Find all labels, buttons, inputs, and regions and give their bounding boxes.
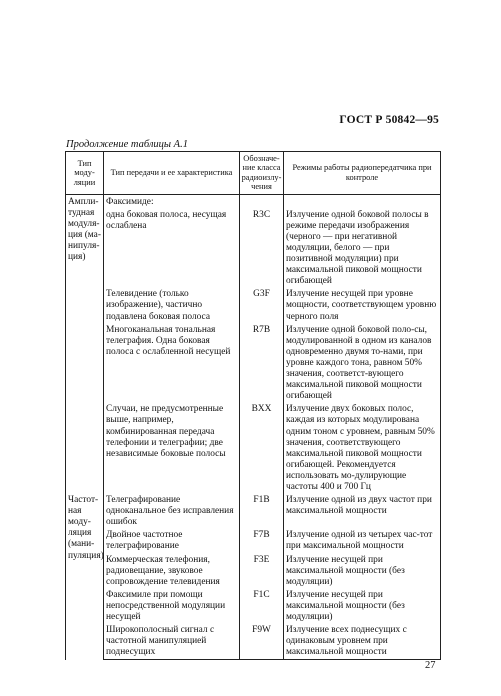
table-header-row	[66, 152, 441, 195]
class-cell: G3F	[240, 288, 284, 323]
transmission-cell: Коммерческая телефония, радиовещание, звуковое сопровождение телевидения	[104, 554, 240, 589]
table-row	[66, 194, 441, 209]
transmission-cell: Факсимиде:	[104, 194, 240, 209]
transmission-cell: Телеграфирование одноканальное без исправления ошибок	[104, 494, 240, 529]
modulation-cell: Ампли-тудная модуля-ция (ма-нипуля-ция)	[66, 194, 104, 494]
table-row	[66, 403, 441, 494]
transmission-cell: одна боковая полоса, несущая ослаблена	[104, 209, 240, 289]
mode-cell: Излучение несущей при максимальной мощности (без модуляции)	[284, 589, 441, 624]
table-row	[66, 589, 441, 624]
mode-cell: Излучение одной боковой полосы в режиме передачи изображения (черного — при негативной модуляции, белого — при позитивной модуляции) при максимальной пиковой мощности огибающей	[284, 209, 441, 289]
col-header-class: Обозначе-ние класса радиоизлу-чения	[240, 152, 284, 195]
transmission-cell: Телевидение (только изображение), частично подавлена боковая полоса	[104, 288, 240, 323]
class-cell: R7B	[240, 324, 284, 404]
col-header-transmission: Тип передачи и ее характеристика	[104, 152, 240, 195]
emission-class-table	[65, 151, 441, 660]
class-cell: BXX	[240, 403, 284, 494]
col-header-modulation: Тип моду-ляции	[66, 152, 104, 195]
class-cell: R3C	[240, 209, 284, 289]
table-row	[66, 288, 441, 323]
mode-cell: Излучение одной из двух частот при максимальной мощности	[284, 494, 441, 529]
class-cell: F1B	[240, 494, 284, 529]
mode-cell: Излучение одной боковой поло-сы, модулированной в одном из каналов одновременно двумя то-нами, при уровне каждого тона, равном 50% значения, соответст-вующего максимальной пиковой мощности огибающей	[284, 324, 441, 404]
transmission-cell: Факсимиле при помощи непосредственной модуляции несущей	[104, 589, 240, 624]
table-row	[66, 209, 441, 289]
mode-cell: Излучение всех поднесущих с одинаковым уровнем при максимальной мощности	[284, 624, 441, 660]
page-number: 27	[425, 660, 436, 671]
class-cell: F7B	[240, 529, 284, 553]
class-cell: F9W	[240, 624, 284, 660]
col-header-mode: Режимы работы радиопередатчика при контроле	[284, 152, 441, 195]
modulation-cell: Частот-ная моду-ляция (мани-пуляция)	[66, 494, 104, 660]
mode-cell: Излучение несущей при максимальной мощности (без модуляции)	[284, 554, 441, 589]
doc-number: ГОСТ Р 50842—95	[339, 114, 439, 126]
table-row	[66, 494, 441, 529]
table-row	[66, 554, 441, 589]
class-cell: F3E	[240, 554, 284, 589]
transmission-cell: Двойное частотное телеграфирование	[104, 529, 240, 553]
table-row	[66, 624, 441, 660]
transmission-cell: Многоканальная тональная телеграфия. Одна боковая полоса с ослабленной несущей	[104, 324, 240, 404]
class-cell: F1C	[240, 589, 284, 624]
mode-cell: Излучение двух боковых полос, каждая из которых модулирована одним тоном с уровнем, равным 50% значения, соответствующего максимальной пиковой мощности огибающей. Рекомендуется использовать мо-дулирующие частоты 400 и 700 Гц	[284, 403, 441, 494]
mode-cell	[284, 194, 441, 209]
transmission-cell: Широкополосный сигнал с частотной манипуляцией поднесущих	[104, 624, 240, 660]
mode-cell: Излучение одной из четырех час-тот при максимальной мощности	[284, 529, 441, 553]
class-cell	[240, 194, 284, 209]
mode-cell: Излучение несущей при уровне мощности, соответствующем уровню черного поля	[284, 288, 441, 323]
table-row	[66, 529, 441, 553]
transmission-cell: Случаи, не предусмотренные выше, например, комбинированная передача телефонии и телеграфии; две независимые боковые полосы	[104, 403, 240, 494]
table-row	[66, 324, 441, 404]
table-caption: Продолжение таблицы А.1	[66, 139, 188, 150]
